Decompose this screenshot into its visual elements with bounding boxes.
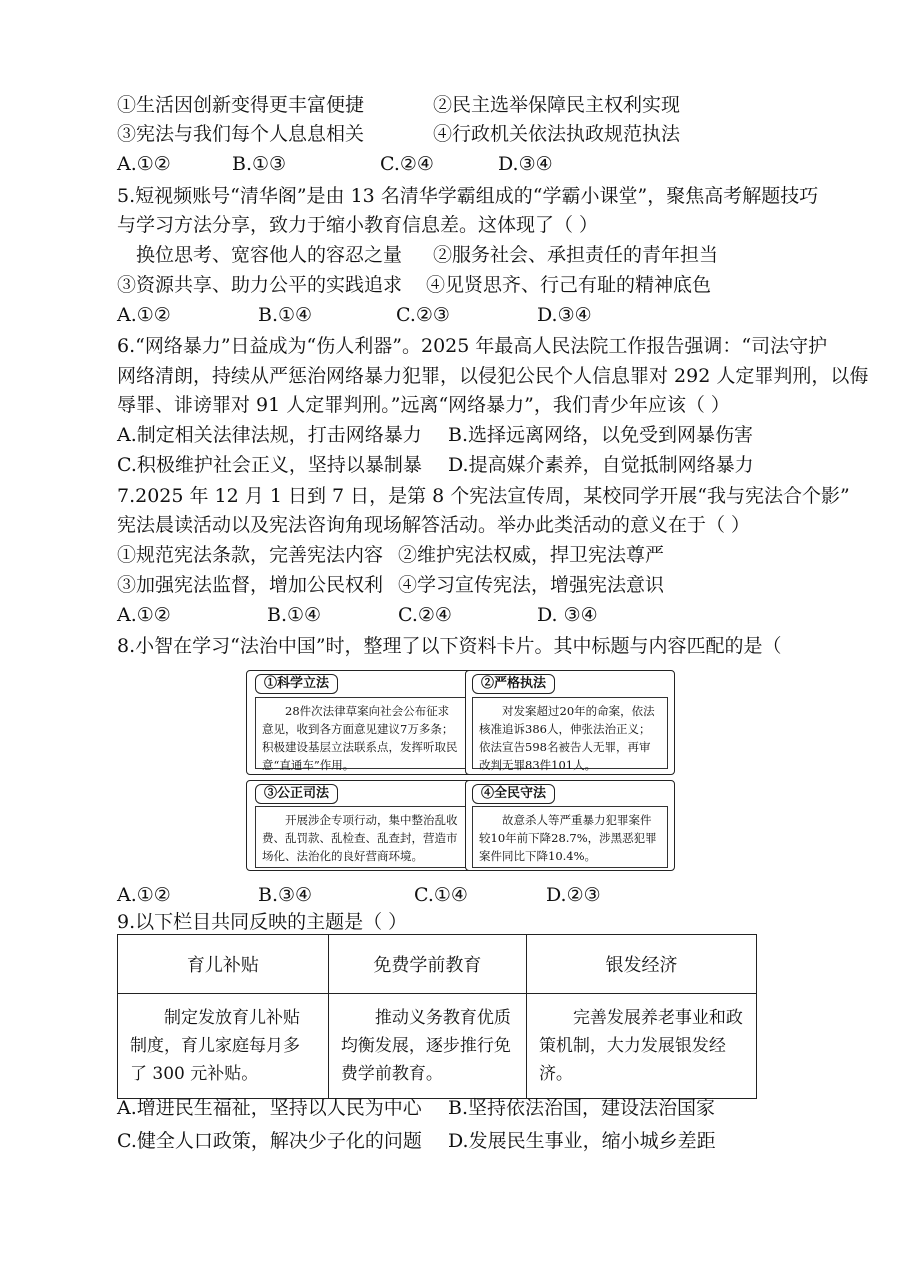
q7-answer-d[interactable]: D. ③④ bbox=[537, 604, 598, 626]
card-title: ②严格执法 bbox=[472, 674, 555, 694]
q8-answer-d[interactable]: D.②③ bbox=[546, 884, 601, 906]
q8-stem-line1: 8.小智在学习“法治中国”时，整理了以下资料卡片。其中标题与内容匹配的是（ bbox=[117, 635, 782, 657]
q5-stem-line1: 5.短视频账号“清华阁”是由 13 名清华学霸组成的“学霸小课堂”，聚焦高考解题技巧 bbox=[117, 185, 819, 207]
q8-answer-c[interactable]: C.①④ bbox=[414, 884, 468, 906]
q8-answer-a[interactable]: A.①② bbox=[117, 884, 171, 906]
q6-answer-a[interactable]: A.制定相关法律法规，打击网络暴力 bbox=[117, 424, 422, 446]
q4-answer-b[interactable]: B.①③ bbox=[232, 153, 287, 175]
topics-table bbox=[117, 934, 757, 1099]
q6-answer-c[interactable]: C.积极维护社会正义，坚持以暴制暴 bbox=[117, 454, 422, 476]
card-law-abiding bbox=[465, 780, 675, 871]
q5-option-4: ④见贤思齐、行己有耻的精神底色 bbox=[426, 274, 712, 296]
q5-answer-b[interactable]: B.①④ bbox=[258, 304, 313, 326]
card-body: 28件次法律草案向社会公布征求意见，收到各方面意见建议7万多条；积极建设基层立法联系点，发挥听取民意“直通车”作用。 bbox=[255, 697, 466, 769]
q6-stem-line2: 网络清朗，持续从严惩治网络暴力犯罪，以侵犯公民个人信息罪对 292 人定罪判刑，以侮 bbox=[117, 365, 869, 387]
q5-answer-d[interactable]: D.③④ bbox=[537, 304, 592, 326]
q4-answer-a[interactable]: A.①② bbox=[117, 153, 171, 175]
table-cell-childcare: 制定发放育儿补贴制度，育儿家庭每月多了 300 元补贴。 bbox=[118, 994, 329, 1099]
q4-answer-c[interactable]: C.②④ bbox=[380, 153, 434, 175]
q7-option-1: ①规范宪法条款，完善宪法内容 bbox=[117, 544, 384, 566]
table-header-preschool: 免费学前教育 bbox=[328, 935, 526, 994]
q6-stem-line1: 6.“网络暴力”日益成为“伤人利器”。2025 年最高人民法院工作报告强调：“司法守护 bbox=[117, 335, 828, 357]
q9-answer-a[interactable]: A.增进民生福祉，坚持以人民为中心 bbox=[117, 1097, 422, 1119]
q5-option-3: ③资源共享、助力公平的实践追求 bbox=[117, 274, 403, 296]
q9-answer-b[interactable]: B.坚持依法治国，建设法治国家 bbox=[448, 1097, 716, 1119]
q9-stem-line1: 9.以下栏目共同反映的主题是（ ） bbox=[117, 911, 408, 933]
card-strict-enforcement bbox=[465, 670, 675, 775]
q4-option-2: ②民主选举保障民主权利实现 bbox=[433, 94, 681, 116]
card-science-legislation bbox=[246, 670, 475, 775]
q5-answer-c[interactable]: C.②③ bbox=[396, 304, 450, 326]
q5-stem-line2: 与学习方法分享，致力于缩小教育信息差。这体现了（ ） bbox=[117, 214, 599, 236]
q5-option-2: ②服务社会、承担责任的青年担当 bbox=[433, 244, 719, 266]
q7-answer-b[interactable]: B.①④ bbox=[267, 604, 322, 626]
q4-option-1: ①生活因创新变得更丰富便捷 bbox=[117, 94, 365, 116]
q7-answer-c[interactable]: C.②④ bbox=[398, 604, 452, 626]
q5-answer-a[interactable]: A.①② bbox=[117, 304, 171, 326]
card-fair-judiciary bbox=[246, 780, 475, 871]
q7-option-4: ④学习宣传宪法，增强宪法意识 bbox=[398, 574, 665, 596]
q7-option-2: ②维护宪法权威，捍卫宪法尊严 bbox=[398, 544, 665, 566]
q7-option-3: ③加强宪法监督，增加公民权利 bbox=[117, 574, 384, 596]
card-body: 对发案超过20年的命案，依法核准追诉386人，伸张法治正义；依法宣告598名被告人无罪，再审改判无罪83件101人。 bbox=[472, 697, 668, 769]
card-title: ④全民守法 bbox=[472, 784, 555, 804]
table-cell-silver-economy: 完善发展养老事业和政策机制，大力发展银发经济。 bbox=[526, 994, 756, 1099]
q7-stem-line2: 宪法晨读活动以及宪法咨询角现场解答活动。举办此类活动的意义在于（ ） bbox=[117, 514, 751, 536]
q4-answer-d[interactable]: D.③④ bbox=[498, 153, 553, 175]
table-header-silver-economy: 银发经济 bbox=[526, 935, 756, 994]
q4-option-4: ④行政机关依法执政规范执法 bbox=[433, 123, 681, 145]
card-title: ①科学立法 bbox=[255, 674, 338, 694]
table-header-childcare: 育儿补贴 bbox=[118, 935, 329, 994]
card-body: 开展涉企专项行动，集中整治乱收费、乱罚款、乱检查、乱查封，营造市场化、法治化的良好营商环境。 bbox=[255, 806, 466, 868]
q5-option-1: 换位思考、宽容他人的容忍之量 bbox=[136, 244, 403, 266]
q4-option-3: ③宪法与我们每个人息息相关 bbox=[117, 123, 365, 145]
card-body: 故意杀人等严重暴力犯罪案件较10年前下降28.7%，涉黑恶犯罪案件同比下降10.4%。 bbox=[472, 806, 668, 868]
table-cell-preschool: 推动义务教育优质均衡发展，逐步推行免费学前教育。 bbox=[328, 994, 526, 1099]
q9-answer-d[interactable]: D.发展民生事业，缩小城乡差距 bbox=[448, 1130, 716, 1152]
q9-answer-c[interactable]: C.健全人口政策，解决少子化的问题 bbox=[117, 1130, 422, 1152]
q6-answer-b[interactable]: B.选择远离网络，以免受到网暴伤害 bbox=[448, 424, 754, 446]
q7-stem-line1: 7.2025 年 12 月 1 日到 7 日，是第 8 个宪法宣传周，某校同学开展“我与宪法合个影” bbox=[117, 485, 850, 507]
q8-answer-b[interactable]: B.③④ bbox=[258, 884, 313, 906]
q6-stem-line3: 辱罪、诽谤罪对 91 人定罪判刑。”远离“网络暴力”，我们青少年应该（ ） bbox=[117, 394, 730, 416]
q7-answer-a[interactable]: A.①② bbox=[117, 604, 171, 626]
card-title: ③公正司法 bbox=[255, 784, 338, 804]
q6-answer-d[interactable]: D.提高媒介素养，自觉抵制网络暴力 bbox=[448, 454, 754, 476]
